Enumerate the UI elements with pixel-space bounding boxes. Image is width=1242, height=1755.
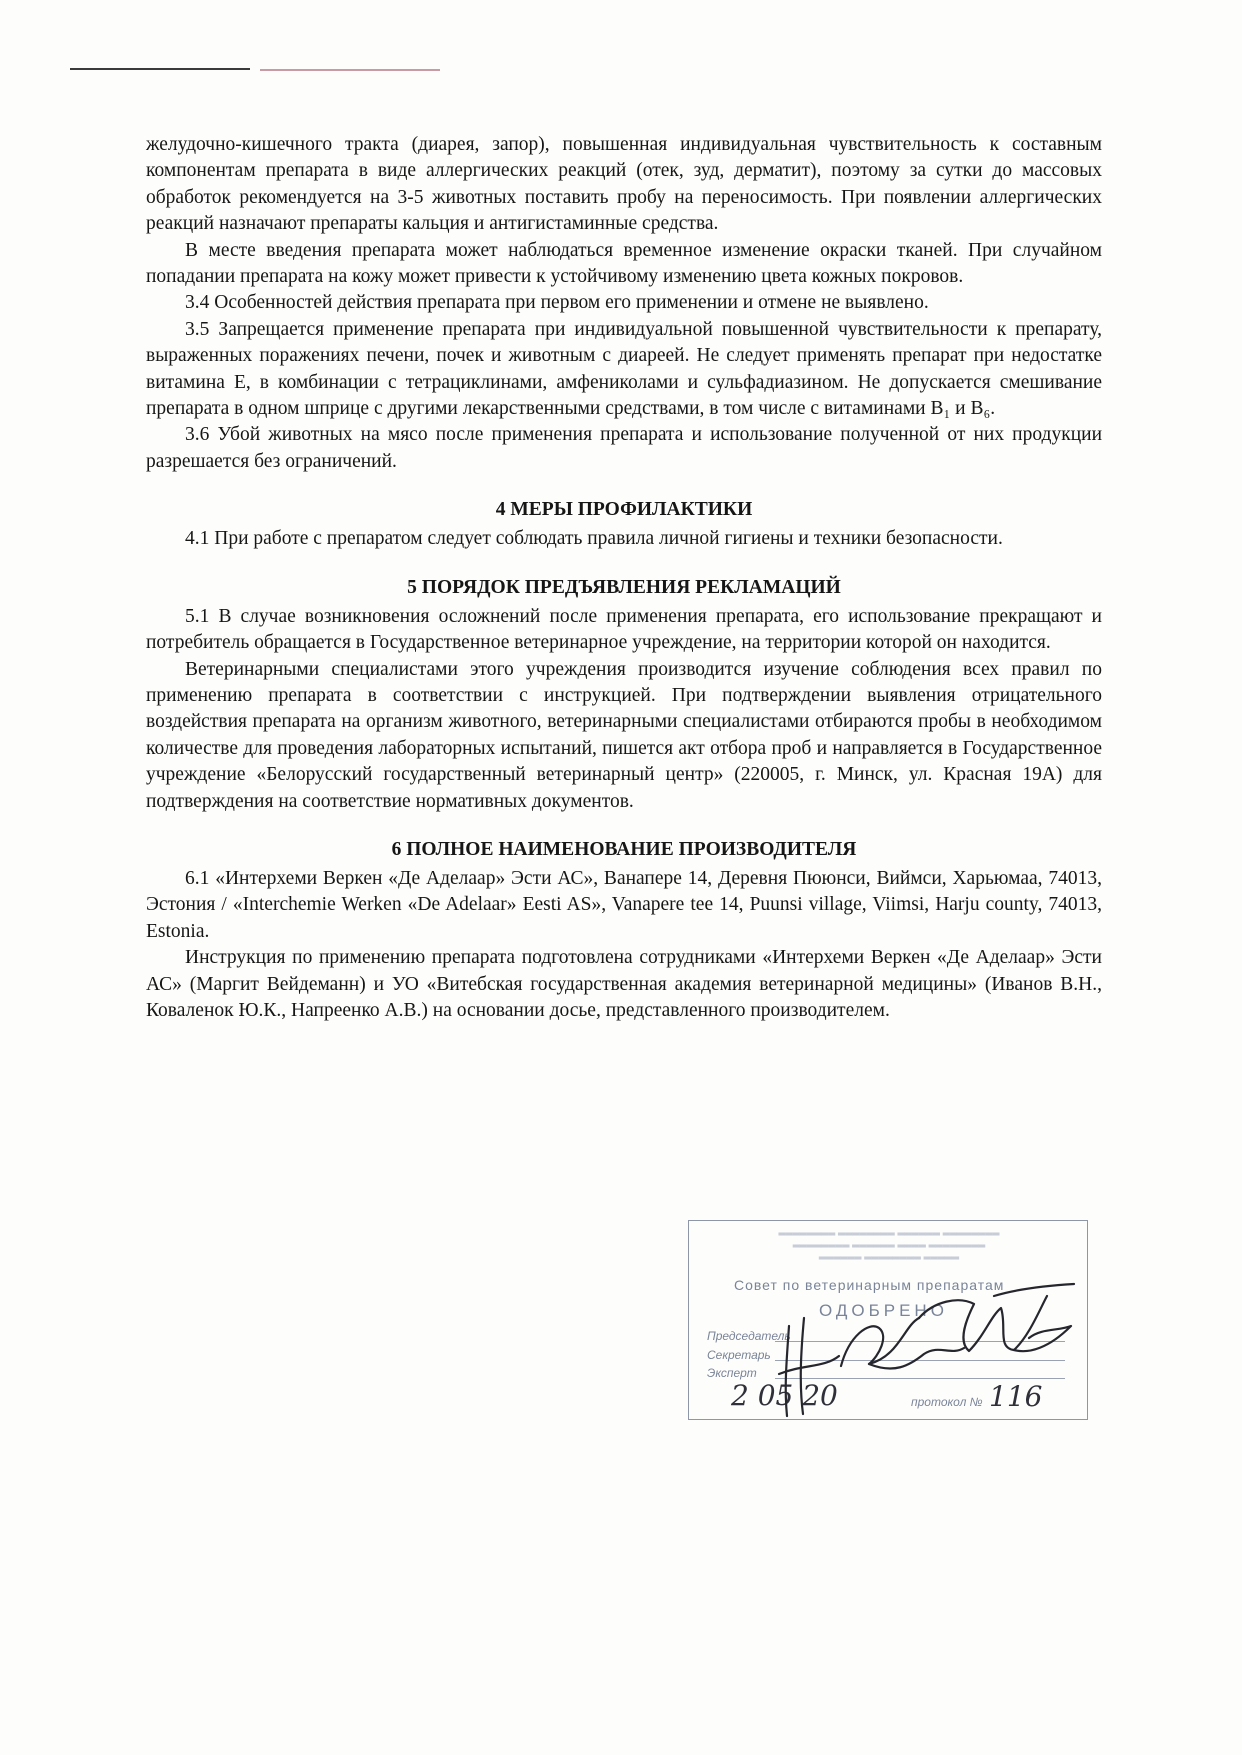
top-margin-rule xyxy=(70,68,440,71)
paragraph-6-1: 6.1 «Интерхеми Веркен «Де Аделаар» Эсти АС», Ванапере 14, Деревня Пююнси, Виймси, Харьюмаа, 74013, Эстония / «Interchemie Werken «De Adelaar» Eesti AS», Vanapere tee 14, Puunsi village, Viimsi, Harju county, 74013, Estonia. xyxy=(146,867,1102,942)
approval-stamp xyxy=(688,1220,1088,1420)
section-heading-6: 6 ПОЛНОЕ НАИМЕНОВАНИЕ ПРОИЗВОДИТЕЛЯ xyxy=(391,838,857,860)
stamp-protocol-number: 116 xyxy=(989,1380,1043,1413)
paragraph-5-1: 5.1 В случае возникновения осложнений после применения препарата, его использование прекращают и потребитель обращается в Государственное ветеринарное учреждение, на территории которой он находится. xyxy=(146,605,1102,654)
section-heading-4: 4 МЕРЫ ПРОФИЛАКТИКИ xyxy=(495,499,753,521)
stamp-protocol-label: протокол № xyxy=(911,1395,983,1409)
rule-segment-pink xyxy=(260,69,440,71)
paragraph: желудочно-кишечного тракта (диарея, запор), повышенная индивидуальная чувствительность к составным компонентам препарата в виде аллергических реакций (отек, зуд, дерматит), поэтому за сутки до массовых обработок рекомендуется на 3-5 животных поставить пробу на переносимость. При появлении аллергических реакций назначают препараты кальция и антигистаминные средства. xyxy=(146,134,1102,235)
paragraph-3-6: 3.6 Убой животных на мясо после применения препарата и использование полученной от них продукции разрешается без ограничений. xyxy=(146,424,1102,472)
stamp-illegible-header: ════════ ════════ ══════ ════════ ════════ ══════ ════ ════════ ══════ ════════ ═════ xyxy=(778,1229,1000,1264)
stamp-approved: ОДОБРЕНО xyxy=(819,1301,948,1320)
paragraph-3-4: 3.4 Особенностей действия препарата при первом его применении и отмене не выявлено. xyxy=(185,292,929,314)
stamp-role-label: Эксперт xyxy=(707,1366,757,1380)
stamp-role-label: Секретарь xyxy=(707,1348,771,1362)
stamp-role-label: Председатель xyxy=(707,1329,791,1343)
paragraph-3-5: 3.5 Запрещается применение препарата при индивидуальной повышенной чувствительности к препарату, выраженных поражениях печени, почек и животным с диареей. Не следует применять препарат при недостатке витамина Е, в комбинации с тетрациклинами, амфениколами и сульфадиазином. Не допускается смешивание препарата в одном шприце с другими лекарственными средствами, в том числе с витаминами B₁ и B₆. xyxy=(146,318,1102,420)
section-heading-5: 5 ПОРЯДОК ПРЕДЪЯВЛЕНИЯ РЕКЛАМАЦИЙ xyxy=(407,576,841,598)
paragraph: В месте введения препарата может наблюдаться временное изменение окраски тканей. При случайном попадании препарата на кожу может привести к устойчивому изменению цвета кожных покровов. xyxy=(146,239,1102,288)
handwritten-signature xyxy=(729,1256,1089,1421)
paragraph: Ветеринарными специалистами этого учреждения производится изучение соблюдения всех правил по применению препарата в соответствии с инструкцией. При подтверждении выявления отрицательного воздействия препарата на организм животного, ветеринарными специалистами отбираются пробы в необходимом количестве для проведения лабораторных испытаний, пишется акт отбора проб и направляется в Государственное учреждение «Белорусский государственный ветеринарный центр» (220005, г. Минск, ул. Красная 19А) для подтверждения на соответствие нормативных документов. xyxy=(146,658,1102,812)
paragraph: Инструкция по применению препарата подготовлена сотрудниками «Интерхеми Веркен «Де Аделаар» Эсти АС» (Маргит Вейдеманн) и УО «Витебская государственная академия ветеринарной медицины» (Иванов В.Н., Коваленок Ю.К., Напреенко А.В.) на основании досье, представленного производителем. xyxy=(146,947,1102,1021)
document-body xyxy=(146,132,1102,1024)
rule-segment-dark xyxy=(70,68,250,70)
paragraph-4-1: 4.1 При работе с препаратом следует соблюдать правила личной гигиены и техники безопасности. xyxy=(185,528,1003,550)
stamp-handwritten-date: 2 05 20 xyxy=(731,1379,838,1412)
stamp-council-name: Совет по ветеринарным препаратам xyxy=(734,1277,1005,1293)
